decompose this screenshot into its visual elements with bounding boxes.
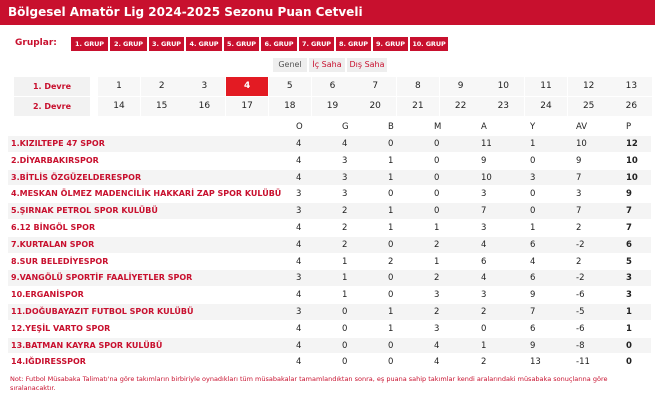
team-name-link[interactable]: 12.YEŞİL VARTO SPOR xyxy=(11,323,111,333)
table-row xyxy=(8,254,651,271)
cell-g: 3 xyxy=(342,189,348,200)
cell-av: 3 xyxy=(576,189,582,200)
cell-a: 2 xyxy=(481,306,487,317)
team-name-link[interactable]: 10.ERGANİSPOR xyxy=(11,290,84,300)
cell-y: 0 xyxy=(530,206,536,217)
week-18[interactable]: 18 xyxy=(269,97,311,116)
cell-y: 6 xyxy=(530,273,536,284)
week-20[interactable]: 20 xyxy=(354,97,396,116)
group-tab-7[interactable]: 7. GRUP xyxy=(299,37,334,51)
week-15[interactable]: 15 xyxy=(141,97,183,116)
cell-b: 0 xyxy=(388,239,394,250)
group-tab-8[interactable]: 8. GRUP xyxy=(336,37,371,51)
week-13[interactable]: 13 xyxy=(610,77,652,96)
cell-p: 5 xyxy=(626,256,632,267)
cell-av: -8 xyxy=(576,340,585,351)
table-row xyxy=(8,220,651,237)
page-title: Bölgesel Amatör Lig 2024-2025 Sezonu Puan Cetveli xyxy=(0,0,655,25)
cell-a: 4 xyxy=(481,273,487,284)
cell-av: 2 xyxy=(576,256,582,267)
group-tab-9[interactable]: 9. GRUP xyxy=(373,37,408,51)
cell-o: 4 xyxy=(296,290,302,301)
cell-m: 3 xyxy=(434,323,440,334)
tab-general[interactable]: Genel xyxy=(273,58,307,72)
cell-o: 3 xyxy=(296,273,302,284)
week-5[interactable]: 5 xyxy=(269,77,311,96)
cell-o: 4 xyxy=(296,172,302,183)
cell-b: 0 xyxy=(388,340,394,351)
cell-y: 1 xyxy=(530,139,536,149)
group-tab-4[interactable]: 4. GRUP xyxy=(186,37,222,51)
cell-m: 1 xyxy=(434,256,440,267)
week-7[interactable]: 7 xyxy=(354,77,396,96)
cell-o: 4 xyxy=(296,139,302,149)
cell-av: 7 xyxy=(576,172,582,183)
cell-o: 4 xyxy=(296,357,302,368)
week-22[interactable]: 22 xyxy=(440,97,482,116)
cell-o: 3 xyxy=(296,189,302,200)
venue-tabs xyxy=(0,58,655,72)
cell-m: 4 xyxy=(434,340,440,351)
cell-av: -11 xyxy=(576,357,590,368)
week-9[interactable]: 9 xyxy=(440,77,482,96)
cell-m: 0 xyxy=(434,172,440,183)
column-header-o: O xyxy=(296,122,303,132)
cell-a: 3 xyxy=(481,222,487,233)
week-3[interactable]: 3 xyxy=(183,77,225,96)
column-header-g: G xyxy=(342,122,349,132)
group-tab-3[interactable]: 3. GRUP xyxy=(149,37,184,51)
cell-p: 1 xyxy=(626,323,632,334)
cell-b: 0 xyxy=(388,290,394,301)
cell-m: 4 xyxy=(434,357,440,368)
cell-g: 2 xyxy=(342,222,348,233)
cell-b: 0 xyxy=(388,139,394,149)
cell-p: 10 xyxy=(626,172,638,183)
table-row xyxy=(8,153,651,170)
cell-av: -6 xyxy=(576,290,585,301)
cell-y: 9 xyxy=(530,340,536,351)
cell-a: 4 xyxy=(481,239,487,250)
cell-y: 13 xyxy=(530,357,541,368)
column-header-b: B xyxy=(388,122,394,132)
week-24[interactable]: 24 xyxy=(525,97,567,116)
cell-y: 4 xyxy=(530,256,536,267)
cell-g: 0 xyxy=(342,323,348,334)
week-8[interactable]: 8 xyxy=(397,77,439,96)
table-row xyxy=(8,304,651,321)
group-tab-1[interactable]: 1. GRUP xyxy=(71,37,108,51)
table-row xyxy=(8,136,651,153)
table-row xyxy=(8,321,651,338)
cell-p: 0 xyxy=(626,340,632,351)
week-21[interactable]: 21 xyxy=(397,97,439,116)
table-row xyxy=(8,203,651,220)
team-name-link[interactable]: 5.ŞIRNAK PETROL SPOR KULÜBÜ xyxy=(11,206,158,216)
week-25[interactable]: 25 xyxy=(568,97,610,116)
cell-y: 7 xyxy=(530,306,536,317)
cell-m: 2 xyxy=(434,273,440,284)
week-2[interactable]: 2 xyxy=(141,77,183,96)
table-row xyxy=(8,170,651,187)
cell-b: 1 xyxy=(388,323,394,334)
week-26[interactable]: 26 xyxy=(610,97,652,116)
cell-y: 0 xyxy=(530,155,536,166)
table-row xyxy=(8,354,651,371)
team-name-link[interactable]: 13.BATMAN KAYRA SPOR KULÜBÜ xyxy=(11,340,163,350)
cell-b: 2 xyxy=(388,256,394,267)
cell-m: 3 xyxy=(434,290,440,301)
table-row xyxy=(8,186,651,203)
team-name-link[interactable]: 14.IĞDIRESSPOR xyxy=(11,357,86,367)
cell-p: 6 xyxy=(626,239,632,250)
week-selector xyxy=(14,77,655,117)
team-name-link[interactable]: 9.VANGÖLÜ SPORTİF FAALİYETLER SPOR xyxy=(11,273,193,283)
cell-o: 3 xyxy=(296,206,302,217)
group-tab-10[interactable]: 10. GRUP xyxy=(410,37,448,51)
cell-av: -2 xyxy=(576,239,585,250)
cell-a: 1 xyxy=(481,340,487,351)
week-19[interactable]: 19 xyxy=(312,97,354,116)
week-16[interactable]: 16 xyxy=(183,97,225,116)
cell-m: 0 xyxy=(434,155,440,166)
cell-b: 0 xyxy=(388,189,394,200)
column-header-a: A xyxy=(481,122,487,132)
cell-p: 7 xyxy=(626,222,632,233)
cell-g: 2 xyxy=(342,206,348,217)
cell-p: 3 xyxy=(626,290,632,301)
column-header-av: AV xyxy=(576,122,588,132)
cell-av: -6 xyxy=(576,323,585,334)
cell-g: 0 xyxy=(342,340,348,351)
cell-a: 7 xyxy=(481,206,487,217)
cell-m: 2 xyxy=(434,239,440,250)
cell-p: 10 xyxy=(626,155,638,166)
group-tab-2[interactable]: 2. GRUP xyxy=(110,37,147,51)
cell-g: 3 xyxy=(342,172,348,183)
table-row xyxy=(8,287,651,304)
cell-av: 10 xyxy=(576,139,587,149)
cell-o: 4 xyxy=(296,323,302,334)
cell-g: 4 xyxy=(342,139,348,149)
cell-a: 3 xyxy=(481,290,487,301)
cell-av: -5 xyxy=(576,306,585,317)
cell-y: 6 xyxy=(530,239,536,250)
tab-home[interactable]: İç Saha xyxy=(309,58,345,72)
cell-g: 2 xyxy=(342,239,348,250)
week-17[interactable]: 17 xyxy=(226,97,268,116)
table-header xyxy=(8,120,651,136)
week-1[interactable]: 1 xyxy=(98,77,140,96)
cell-a: 2 xyxy=(481,357,487,368)
cell-b: 1 xyxy=(388,306,394,317)
cell-m: 2 xyxy=(434,306,440,317)
cell-a: 10 xyxy=(481,172,492,183)
column-header-y: Y xyxy=(530,122,536,132)
second-half-label: 2. Devre xyxy=(14,97,90,116)
cell-g: 1 xyxy=(342,290,348,301)
week-6[interactable]: 6 xyxy=(312,77,354,96)
second-half-row xyxy=(14,97,655,117)
team-name-link[interactable]: 11.DOĞUBAYAZIT FUTBOL SPOR KULÜBÜ xyxy=(11,306,194,316)
week-12[interactable]: 12 xyxy=(568,77,610,96)
cell-y: 6 xyxy=(530,323,536,334)
cell-g: 1 xyxy=(342,273,348,284)
cell-y: 1 xyxy=(530,222,536,233)
week-10[interactable]: 10 xyxy=(482,77,524,96)
team-name-link[interactable]: 4.MESKAN ÖLMEZ MADENCİLİK HAKKARİ ZAP SPOR KULÜBÜ xyxy=(11,189,282,199)
team-name-link[interactable]: 2.DİYARBAKIRSPOR xyxy=(11,155,99,165)
cell-a: 0 xyxy=(481,323,487,334)
footnote: Not: Futbol Müsabaka Talimatı'na göre takımların birbiriyle oynadıkları tüm müsabakalar tamamlandıktan sonra, eş puana sahip takımlar kendi aralarındaki müsabaka sonuçlarına göre sıralanacaktır. xyxy=(10,375,608,392)
table-row xyxy=(8,338,651,355)
cell-m: 0 xyxy=(434,206,440,217)
cell-b: 1 xyxy=(388,172,394,183)
cell-g: 1 xyxy=(342,256,348,267)
cell-o: 4 xyxy=(296,340,302,351)
cell-p: 3 xyxy=(626,273,632,284)
cell-p: 7 xyxy=(626,206,632,217)
cell-m: 1 xyxy=(434,222,440,233)
team-name-link[interactable]: 8.SUR BELEDİYESPOR xyxy=(11,256,109,266)
team-name-link[interactable]: 3.BİTLİS ÖZGÜZELDERESPOR xyxy=(11,172,142,182)
cell-p: 0 xyxy=(626,357,632,368)
cell-o: 3 xyxy=(296,306,302,317)
week-11[interactable]: 11 xyxy=(525,77,567,96)
group-selector xyxy=(0,36,655,54)
cell-y: 3 xyxy=(530,172,536,183)
cell-g: 0 xyxy=(342,357,348,368)
cell-b: 0 xyxy=(388,357,394,368)
cell-y: 9 xyxy=(530,290,536,301)
cell-g: 0 xyxy=(342,306,348,317)
table-row xyxy=(8,237,651,254)
cell-m: 0 xyxy=(434,139,440,149)
cell-a: 6 xyxy=(481,256,487,267)
week-23[interactable]: 23 xyxy=(482,97,524,116)
group-tab-5[interactable]: 5. GRUP xyxy=(224,37,259,51)
groups-label: Gruplar: xyxy=(15,38,57,48)
cell-o: 4 xyxy=(296,222,302,233)
cell-o: 4 xyxy=(296,239,302,250)
first-half-row xyxy=(14,77,655,97)
column-header-p: P xyxy=(626,122,632,132)
cell-av: 2 xyxy=(576,222,582,233)
first-half-label: 1. Devre xyxy=(14,77,90,96)
tab-away[interactable]: Dış Saha xyxy=(347,58,387,72)
cell-a: 9 xyxy=(481,155,487,166)
cell-a: 3 xyxy=(481,189,487,200)
table-body xyxy=(8,136,651,371)
cell-b: 1 xyxy=(388,222,394,233)
cell-p: 12 xyxy=(626,139,638,149)
cell-o: 4 xyxy=(296,155,302,166)
cell-av: 9 xyxy=(576,155,582,166)
cell-av: 7 xyxy=(576,206,582,217)
cell-a: 11 xyxy=(481,139,492,149)
cell-o: 4 xyxy=(296,256,302,267)
cell-y: 0 xyxy=(530,189,536,200)
team-name-link[interactable]: 7.KURTALAN SPOR xyxy=(11,239,95,249)
team-name-link[interactable]: 6.12 BİNGÖL SPOR xyxy=(11,222,96,232)
cell-b: 1 xyxy=(388,155,394,166)
cell-b: 0 xyxy=(388,273,394,284)
cell-g: 3 xyxy=(342,155,348,166)
cell-av: -2 xyxy=(576,273,585,284)
team-name-link[interactable]: 1.KIZILTEPE 47 SPOR xyxy=(11,139,105,148)
cell-m: 0 xyxy=(434,189,440,200)
cell-p: 1 xyxy=(626,306,632,317)
week-4[interactable]: 4 xyxy=(226,77,268,96)
standings-table xyxy=(8,120,651,371)
cell-b: 1 xyxy=(388,206,394,217)
week-14[interactable]: 14 xyxy=(98,97,140,116)
column-header-m: M xyxy=(434,122,442,132)
group-tab-6[interactable]: 6. GRUP xyxy=(261,37,297,51)
cell-p: 9 xyxy=(626,189,632,200)
table-row xyxy=(8,270,651,287)
